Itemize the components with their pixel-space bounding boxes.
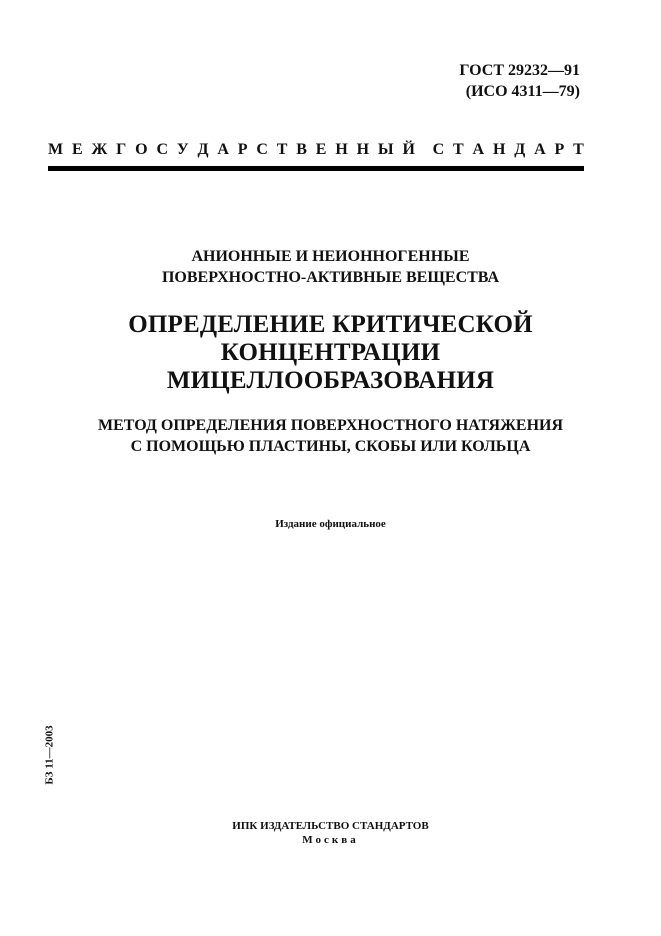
edition-label: Издание официальное xyxy=(275,518,386,530)
category-letter: А xyxy=(217,141,229,158)
side-code: БЗ 11—2003 xyxy=(43,725,56,785)
standard-category xyxy=(48,140,584,160)
category-letter: Г xyxy=(116,141,127,158)
header-rule xyxy=(48,166,584,171)
category-letter: В xyxy=(296,141,307,158)
method-line-1: МЕТОД ОПРЕДЕЛЕНИЯ ПОВЕРХНОСТНОГО НАТЯЖЕНИЯ xyxy=(97,417,564,434)
category-letter: С xyxy=(432,141,445,158)
category-letter: Т xyxy=(573,141,584,158)
title-line-1: ОПРЕДЕЛЕНИЕ КРИТИЧЕСКОЙ xyxy=(128,311,533,338)
category-letter: Н xyxy=(492,141,506,158)
category-letter: А xyxy=(534,141,546,158)
category-letter: Е xyxy=(71,141,83,158)
title-line-3: МИЦЕЛЛООБРАЗОВАНИЯ xyxy=(166,367,495,394)
category-letter: Ы xyxy=(377,141,394,158)
category-letter: У xyxy=(176,141,189,158)
category-letter: Р xyxy=(237,141,248,158)
category-letter: Й xyxy=(402,141,415,158)
category-letter: Р xyxy=(554,141,565,158)
category-letter: Т xyxy=(453,141,464,158)
category-letter: С xyxy=(256,141,268,158)
category-letter: Н xyxy=(356,141,370,158)
category-letter: М xyxy=(48,141,64,158)
publisher xyxy=(0,819,661,847)
publisher-city: Москва xyxy=(302,834,359,846)
category-letter: Д xyxy=(197,141,209,158)
subject-line-1: АНИОННЫЕ И НЕИОННОГЕННЫЕ xyxy=(191,248,470,265)
category-letter: Н xyxy=(335,141,348,158)
gost-number: ГОСТ 29232—91 xyxy=(459,62,580,79)
publisher-name: ИПК ИЗДАТЕЛЬСТВО СТАНДАРТОВ xyxy=(232,820,429,832)
category-letter: Ж xyxy=(91,141,108,158)
subject-line-2: ПОВЕРХНОСТНО-АКТИВНЫЕ ВЕЩЕСТВА xyxy=(161,269,500,286)
standard-designation xyxy=(459,60,580,102)
category-letter: С xyxy=(156,141,169,158)
iso-number: (ИСО 4311—79) xyxy=(465,83,580,100)
category-letter: А xyxy=(472,141,485,158)
category-letter: Е xyxy=(315,141,327,158)
category-letter: О xyxy=(135,141,148,158)
method-subtitle xyxy=(0,415,661,457)
title-line-2: КОНЦЕНТРАЦИИ xyxy=(220,339,441,366)
category-letter: Д xyxy=(514,141,526,158)
category-letter: Т xyxy=(276,141,288,158)
document-title xyxy=(0,311,661,395)
method-line-2: С ПОМОЩЬЮ ПЛАСТИНЫ, СКОБЫ ИЛИ КОЛЬЦА xyxy=(130,438,531,455)
subject-heading xyxy=(0,246,661,288)
